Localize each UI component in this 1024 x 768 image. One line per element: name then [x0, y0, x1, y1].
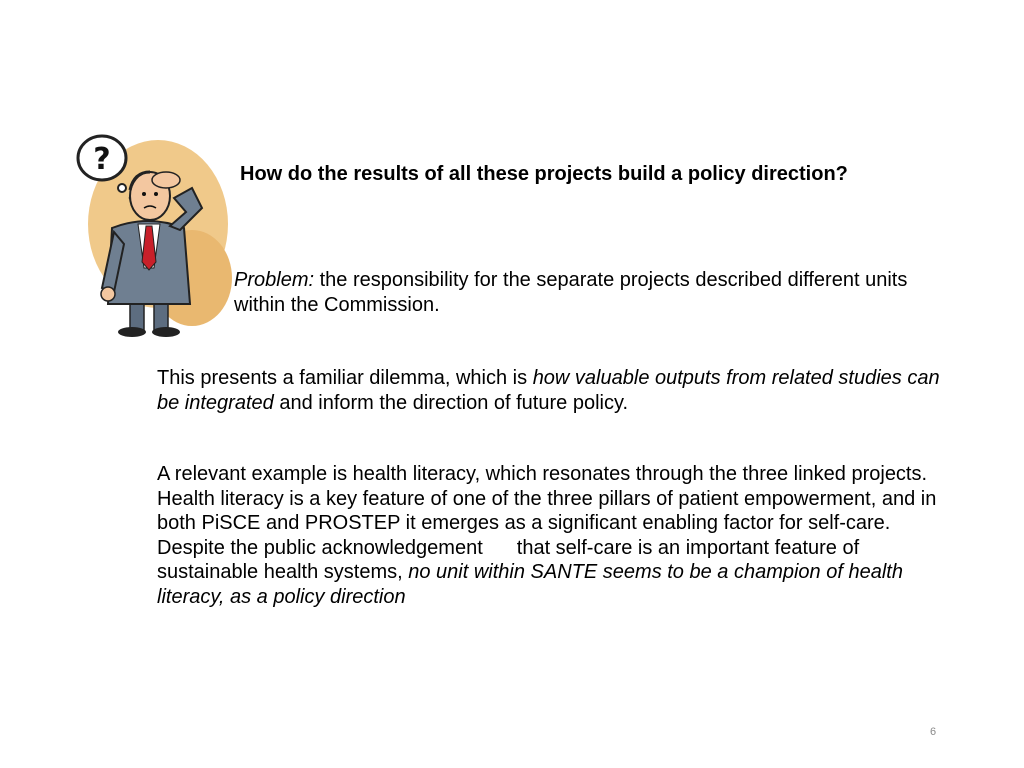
question-mark-glyph: ?	[93, 142, 111, 177]
problem-text: the responsibility for the separate projects described different units within the Commission.	[234, 269, 908, 316]
page-number: 6	[930, 726, 937, 738]
dilemma-paragraph	[157, 366, 957, 415]
dilemma-lead: This presents a familiar dilemma, which is	[157, 367, 533, 389]
health-literacy-paragraph	[157, 462, 957, 609]
dilemma-tail: and inform the direction of future policy.	[273, 391, 629, 414]
slide-heading: How do the results of all these projects build a policy direction?	[240, 163, 848, 185]
problem-label: Problem:	[234, 269, 315, 291]
health-literacy-part2: that self-care is an important feature of sustainable health systems,	[157, 536, 860, 583]
dilemma-italic: how valuable outputs from related studies can be integrated	[157, 367, 940, 414]
health-literacy-part1: A relevant example is health literacy, which resonates through the three linked projects. Health literacy is a key feature of one of the three pillars of patient empowerment, and in both PiSCE and PROSTEP it emerges as a significant enabling factor for self-care. Despite the public acknowledgement	[157, 463, 937, 559]
confused-businessman-icon	[62, 128, 238, 344]
problem-statement	[234, 268, 934, 318]
health-literacy-italic: no unit within SANTE seems to be a champion of health literacy, as a policy direction	[157, 561, 903, 608]
